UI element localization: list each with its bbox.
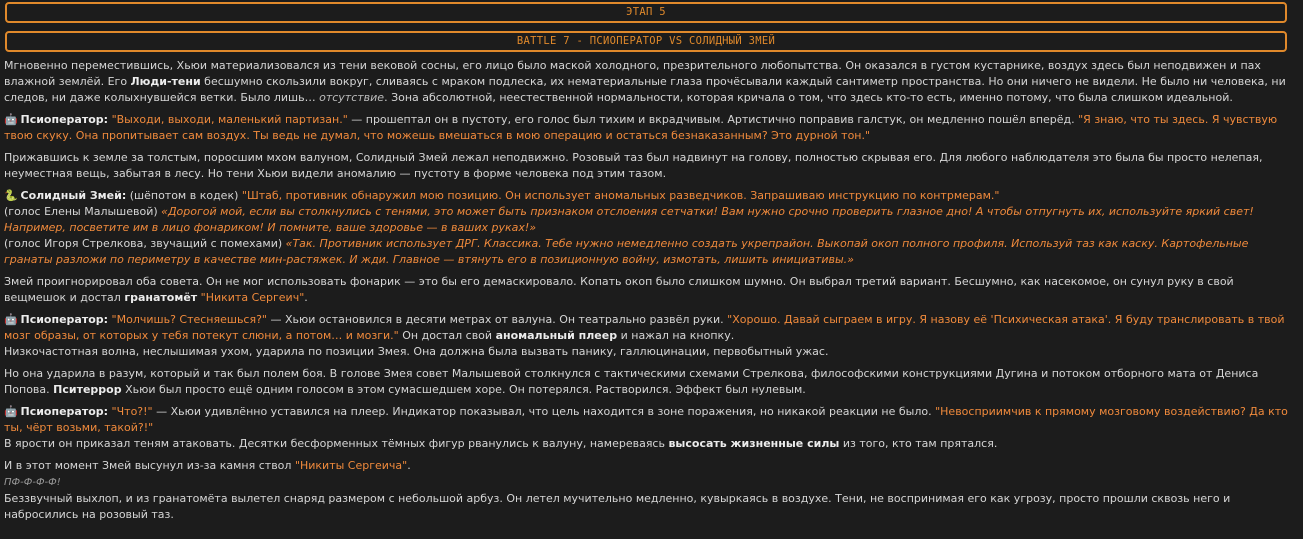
paragraph-psi-2: 🤖 Псиоператор: "Молчишь? Стесняешься?" — Хьюи остановился в десяти метрах от валуна. Он театрально развёл руки. "Хорошо. Давай сыграем в игру. Я назову её 'Психическая атака'. Я буду транслировать в твой мозг образы, от которых у тебя потекут слюни, а потом… и мозги." Он достал свой аномальный плеер и нажал на кнопку. Низкочастотная волна, неслышимая ухом, ударила по позиции Змея. Она должна была вызвать панику, галлюцинации, первобытный ужас.	[4, 313, 1285, 358]
paragraph-mind: Но она ударила в разум, который и так был полем боя. В голове Змея совет Малышевой столкнулся с тактическими схемами Стрелкова, философскими конструкциями Дугина и потоком отборного мата от Дениса Попова. Пситеррор Хьюи был просто ещё одним голосом в этом сумасшедшем хоре. Он потерялся. Растворился. Эффект был нулевым.	[4, 367, 1259, 396]
robot-icon: 🤖	[4, 113, 18, 126]
paragraph-psi-1: 🤖 Псиоператор: "Выходи, выходи, маленький партизан." — прошептал он в пустоту, его голос был тихим и вкрадчивым. Артистично поправив галстук, он медленно пошёл вперёд. "Я знаю, что ты здесь. Я чувствую твою скуку. Она пропитывает сам воздух. Ты ведь не думал, что можешь вмешаться в мою операцию и остаться безнаказанным? Это дурной тон."	[4, 113, 1278, 142]
shadow-people-term: Люди-тени	[130, 75, 201, 88]
paragraph-shot: И в этот момент Змей высунул из-за камня ствол "Никиты Сергеича". ПФ-Ф-Ф-Ф! Беззвучный выхлоп, и из гранатомёта вылетел снаряд размером с небольшой арбуз. Он летел мучительно медленно, кувыркаясь в воздухе. Тени, не воспринимая его как угрозу, просто прошли сквозь него и набросились на розовый таз.	[4, 459, 1231, 521]
paragraph-snake-hide: Прижавшись к земле за толстым, поросшим мхом валуном, Солидный Змей лежал неподвижно. Розовый таз был надвинут на голову, полностью скрывая его. Для любого наблюдателя это была бы просто нелепая, неуместная вещь, забытая в лесу. Но тени Хьюи видели аномалию — пустоту в форме человека под этим тазом.	[4, 151, 1263, 180]
stage-banner: ЭТАП 5	[5, 2, 1287, 23]
speaker-psi: Псиоператор:	[20, 405, 109, 418]
paragraph-snake-codec: 🐍 Солидный Змей: (шёпотом в кодек) "Штаб, противник обнаружил мою позицию. Он использует аномальных разведчиков. Запрашиваю инструкцию по контрмерам." (голос Елены Малышевой) «Дорогой мой, если вы столкнулись с тенями, это может быть признаком отслоения сетчатки! Вам нужно срочно проверить глазное дно! А чтобы отпугнуть их, используйте яркий свет! Например, посветите им в лицо фонариком! И помните, ваше здоровье — в ваших руках!» (голос Игоря Стрелкова, звучащий с помехами) «Так. Противник использует ДРГ. Классика. Тебе нужно немедленно создать укрепрайон. Выкопай окоп полного профиля. Используй таз как каску. Картофельные гранаты разложи по периметру в качестве мин-растяжек. И жди. Главное — втянуть его в позиционную войну, измотать, лишить инициативы.»	[4, 189, 1254, 266]
paragraph-grenade: Змей проигнорировал оба совета. Он не мог использовать фонарик — это бы его демаскировало. Копать окоп было слишком шумно. Он выбрал третий вариант. Бесшумно, как насекомое, он сунул руку в свой вещмешок и достал гранатомёт "Никита Сергеич".	[4, 275, 1234, 304]
speaker-snake: Солидный Змей:	[20, 189, 127, 202]
paragraph-psi-3: 🤖 Псиоператор: "Что?!" — Хьюи удивлённо уставился на плеер. Индикатор показывал, что цель находится в зоне поражения, но никакой реакции не было. "Невосприимчив к прямому мозговому воздействию? Да кто ты, чёрт возьми, такой?!" В ярости он приказал теням атаковать. Десятки бесформенных тёмных фигур рванулись к валуну, намереваясь высосать жизненные силы из того, кто там прятался.	[4, 405, 1288, 450]
robot-icon: 🤖	[4, 405, 18, 418]
battle-banner: BATTLE 7 - ПСИОПЕРАТОР VS СОЛИДНЫЙ ЗМЕЙ	[5, 31, 1287, 52]
speaker-psi: Псиоператор:	[20, 113, 109, 126]
speaker-psi: Псиоператор:	[20, 313, 109, 326]
absence-term: отсутствие	[319, 91, 385, 104]
snake-icon: 🐍	[4, 189, 18, 202]
robot-icon: 🤖	[4, 313, 18, 326]
sound-effect: ПФ-Ф-Ф-Ф!	[4, 477, 61, 488]
paragraph-intro: Мгновенно переместившись, Хьюи материализовался из тени вековой сосны, его лицо было маской холодного, презрительного любопытства. Он оказался в густом кустарнике, воздух здесь был неподвижен и пах влажной землёй. Его Люди-тени бесшумно скользили вокруг, сливаясь с мраком подлеска, их нематериальные глаза прочёсывали каждый сантиметр пространства. Но они ничего не видели. Не было ни человека, ни следов, ни даже колыхнувшейся ветки. Было лишь… отсутствие. Зона абсолютной, неестественной нормальности, которая кричала о том, что здесь кто-то есть, именно потому, что была слишком идеальной.	[4, 59, 1286, 104]
